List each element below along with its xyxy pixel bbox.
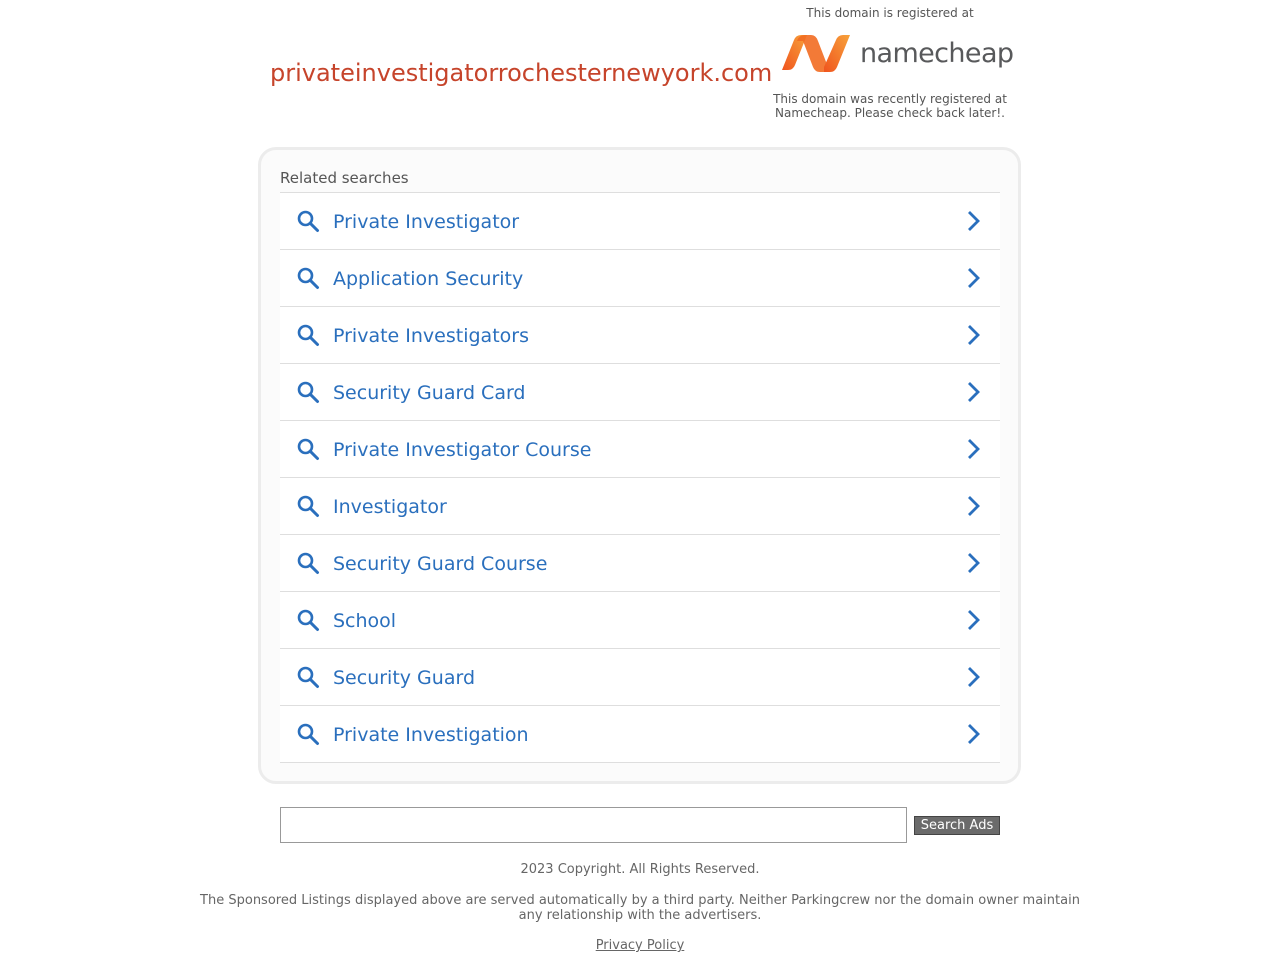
search-icon [296, 209, 320, 233]
namecheap-wordmark: namecheap [860, 38, 1014, 69]
registration-note: This domain was recently registered at Namecheap. Please check back later!. [773, 92, 1007, 120]
search-icon [296, 266, 320, 290]
related-search-item[interactable] [280, 364, 1000, 421]
search-icon [296, 494, 320, 518]
chevron-right-icon [964, 266, 984, 290]
related-search-label: Private Investigation [333, 724, 529, 746]
search-icon [296, 722, 320, 746]
search-icon [296, 437, 320, 461]
search-icon [296, 665, 320, 689]
registered-at-label: This domain is registered at [806, 6, 974, 20]
privacy-policy-link[interactable]: Privacy Policy [595, 938, 685, 953]
related-search-item[interactable] [280, 250, 1000, 307]
chevron-right-icon [964, 437, 984, 461]
related-search-item[interactable] [280, 706, 1000, 763]
chevron-right-icon [964, 209, 984, 233]
search-icon [296, 551, 320, 575]
chevron-right-icon [964, 665, 984, 689]
related-searches-list [280, 192, 1000, 763]
chevron-right-icon [964, 380, 984, 404]
chevron-right-icon [964, 722, 984, 746]
related-search-item[interactable] [280, 307, 1000, 364]
related-search-label: Application Security [333, 268, 524, 290]
search-ads-button[interactable]: Search Ads [914, 816, 1000, 835]
related-search-item[interactable] [280, 535, 1000, 592]
related-search-label: School [333, 610, 397, 632]
related-search-label: Security Guard [333, 667, 476, 689]
search-input[interactable] [280, 807, 907, 843]
chevron-right-icon [964, 323, 984, 347]
disclaimer: The Sponsored Listings displayed above are served automatically by a third party. Neither Parkingcrew nor the domain owner maintain any relationship with the advertisers. [200, 893, 1080, 923]
related-search-item[interactable] [280, 649, 1000, 706]
namecheap-logo[interactable] [780, 32, 1014, 76]
chevron-right-icon [964, 608, 984, 632]
related-search-item[interactable] [280, 193, 1000, 250]
namecheap-mark-icon [780, 32, 854, 76]
chevron-right-icon [964, 494, 984, 518]
related-search-item[interactable] [280, 421, 1000, 478]
related-searches-title: Related searches [280, 169, 409, 187]
related-search-item[interactable] [280, 592, 1000, 649]
related-search-label: Private Investigator [333, 211, 520, 233]
chevron-right-icon [964, 551, 984, 575]
search-icon [296, 323, 320, 347]
domain-name: privateinvestigatorrochesternewyork.com [270, 59, 773, 87]
related-search-label: Security Guard Course [333, 553, 548, 575]
related-search-label: Security Guard Card [333, 382, 526, 404]
search-icon [296, 608, 320, 632]
related-search-label: Private Investigator Course [333, 439, 592, 461]
search-icon [296, 380, 320, 404]
related-search-label: Investigator [333, 496, 447, 518]
related-search-label: Private Investigators [333, 325, 529, 347]
related-search-item[interactable] [280, 478, 1000, 535]
copyright: 2023 Copyright. All Rights Reserved. [520, 862, 760, 877]
